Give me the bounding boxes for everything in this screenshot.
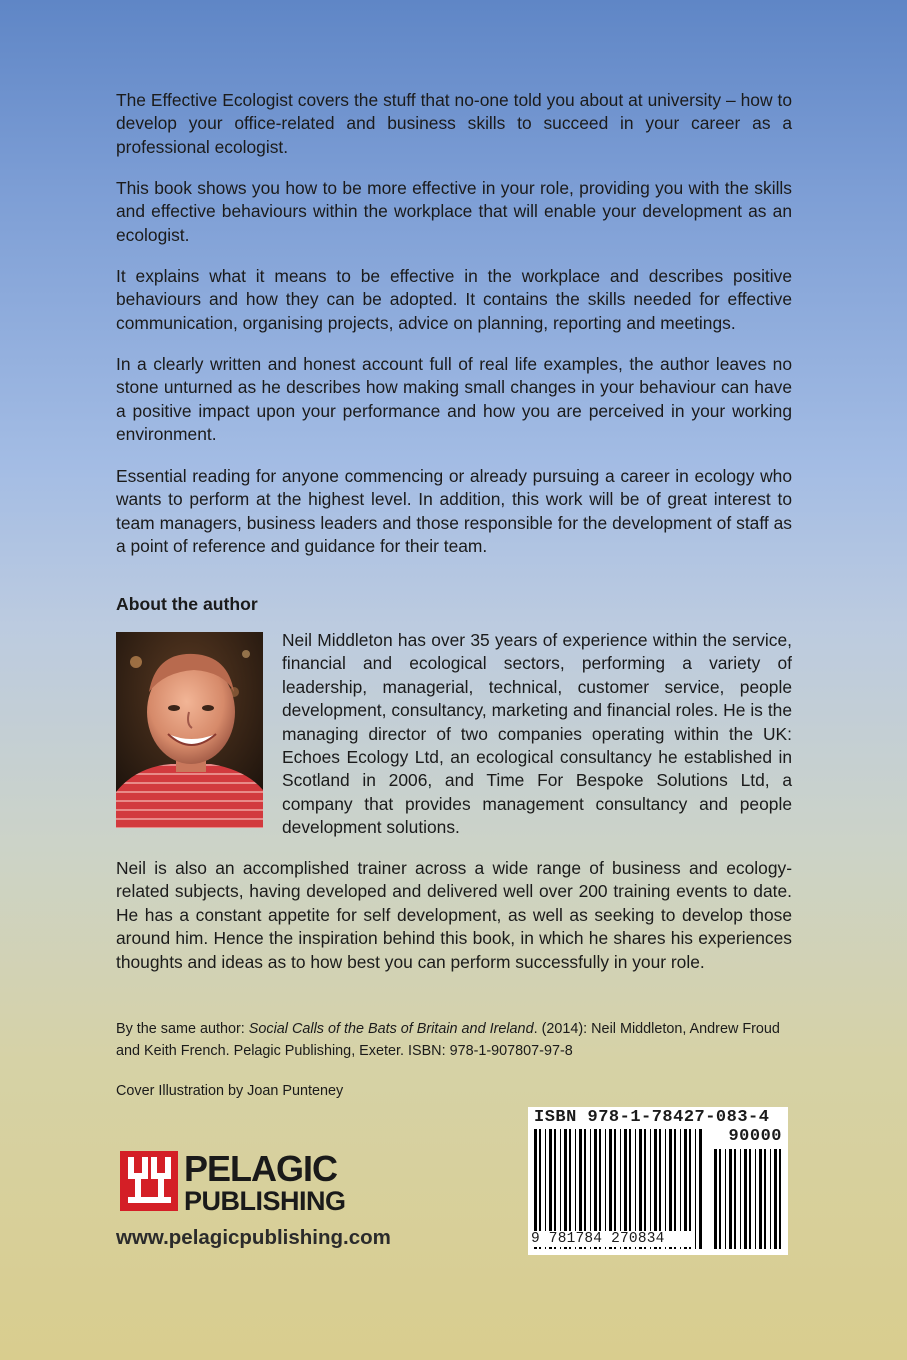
barcode-bar (774, 1149, 777, 1249)
author-bio-continued: Neil is also an accomplished trainer across a wide range of business and ecology-related subjects, having developed and delivered well over 200 training events to date. He has a constant appetite for self development, as well as seeking to develop those around him. Hence the inspiration behind this book, in which he shares his experiences thoughts and ideas as to how best you can perform successfully in your role. (116, 858, 792, 972)
barcode-bar (695, 1129, 696, 1249)
barcode-bar (779, 1149, 781, 1249)
pelagic-logo-mark-icon (120, 1147, 345, 1213)
description-paragraph-2: This book shows you how to be more effective in your role, providing you with the skills and effective behaviours within the workplace that will enable your development as an ecologist. (116, 178, 792, 245)
author-portrait-image (116, 632, 263, 828)
publisher-website-link[interactable]: www.pelagicpublishing.com (116, 1226, 391, 1249)
description-paragraph-3: It explains what it means to be effective in the workplace and describes positive behaviours and how they can be adopted. It contains the skills needed for effective communication, organising projects, advice on planning, reporting and meetings. (116, 266, 792, 333)
description-paragraph-5: Essential reading for anyone commencing or already pursuing a career in ecology who wants to perform at the highest level. In addition, this work will be of great interest to team managers, business leaders and those responsible for the development of staff as a point of reference and guidance for their team. (116, 466, 792, 557)
barcode-addon-number: 90000 (728, 1127, 782, 1146)
barcode-bar (764, 1149, 766, 1249)
description-paragraph-4: In a clearly written and honest account full of real life examples, the author leaves no stone unturned as he describes how making small changes in your behaviour can have a positive impact upon your performance and how you are perceived in your working environment. (116, 354, 792, 445)
barcode-bar (734, 1149, 736, 1249)
publisher-name-line2: PUBLISHING (184, 1186, 345, 1213)
barcode-bar (729, 1149, 732, 1249)
barcode-bar (714, 1149, 717, 1249)
barcode-bar (749, 1149, 751, 1249)
barcode-bar (719, 1149, 721, 1249)
publisher-logo (120, 1147, 345, 1213)
publisher-name-line1: PELAGIC (184, 1148, 338, 1189)
barcode-digits: 9 781784 270834 (531, 1231, 695, 1247)
about-author-heading: About the author (116, 594, 258, 614)
barcode-bar (699, 1129, 702, 1249)
author-photo (116, 632, 263, 828)
illustration-credit: Cover Illustration by Joan Punteney (116, 1083, 344, 1099)
same-author-prefix: By the same author: (116, 1021, 249, 1037)
barcode-bar (770, 1149, 771, 1249)
author-bio: Neil Middleton has over 35 years of experience within the service, financial and ecological sectors, performing a variety of leadership, managerial, technical, customer service, people development, consultancy, marketing and financial roles. He is the managing director of two companies operating within the UK: Echoes Ecology Ltd, an ecological consultancy he established in Scotland in 2006, and Time For Bespoke Solutions Ltd, a company that provides management consultancy and people development solutions. (282, 630, 792, 838)
same-author-book-title: Social Calls of the Bats of Britain and Ireland (248, 1021, 534, 1037)
same-author-note (116, 1018, 806, 1062)
description-paragraph-1: The Effective Ecologist covers the stuff that no-one told you about at university – how to develop your office-related and business skills to succeed in your career as a professional ecologist. (116, 90, 792, 157)
same-author-details: . (2014): Neil Middleton, Andrew Froud and Keith French. Pelagic Publishing, Exeter. ISBN: 978-1-907807-97-8 (116, 1021, 780, 1059)
barcode-bar (725, 1149, 726, 1249)
isbn-barcode (528, 1107, 788, 1255)
barcode-bar (740, 1149, 741, 1249)
isbn-label: ISBN 978-1-78427-083-4 (534, 1108, 770, 1127)
barcode-bar (744, 1149, 747, 1249)
barcode-bar (755, 1149, 756, 1249)
barcode-bar (759, 1149, 762, 1249)
